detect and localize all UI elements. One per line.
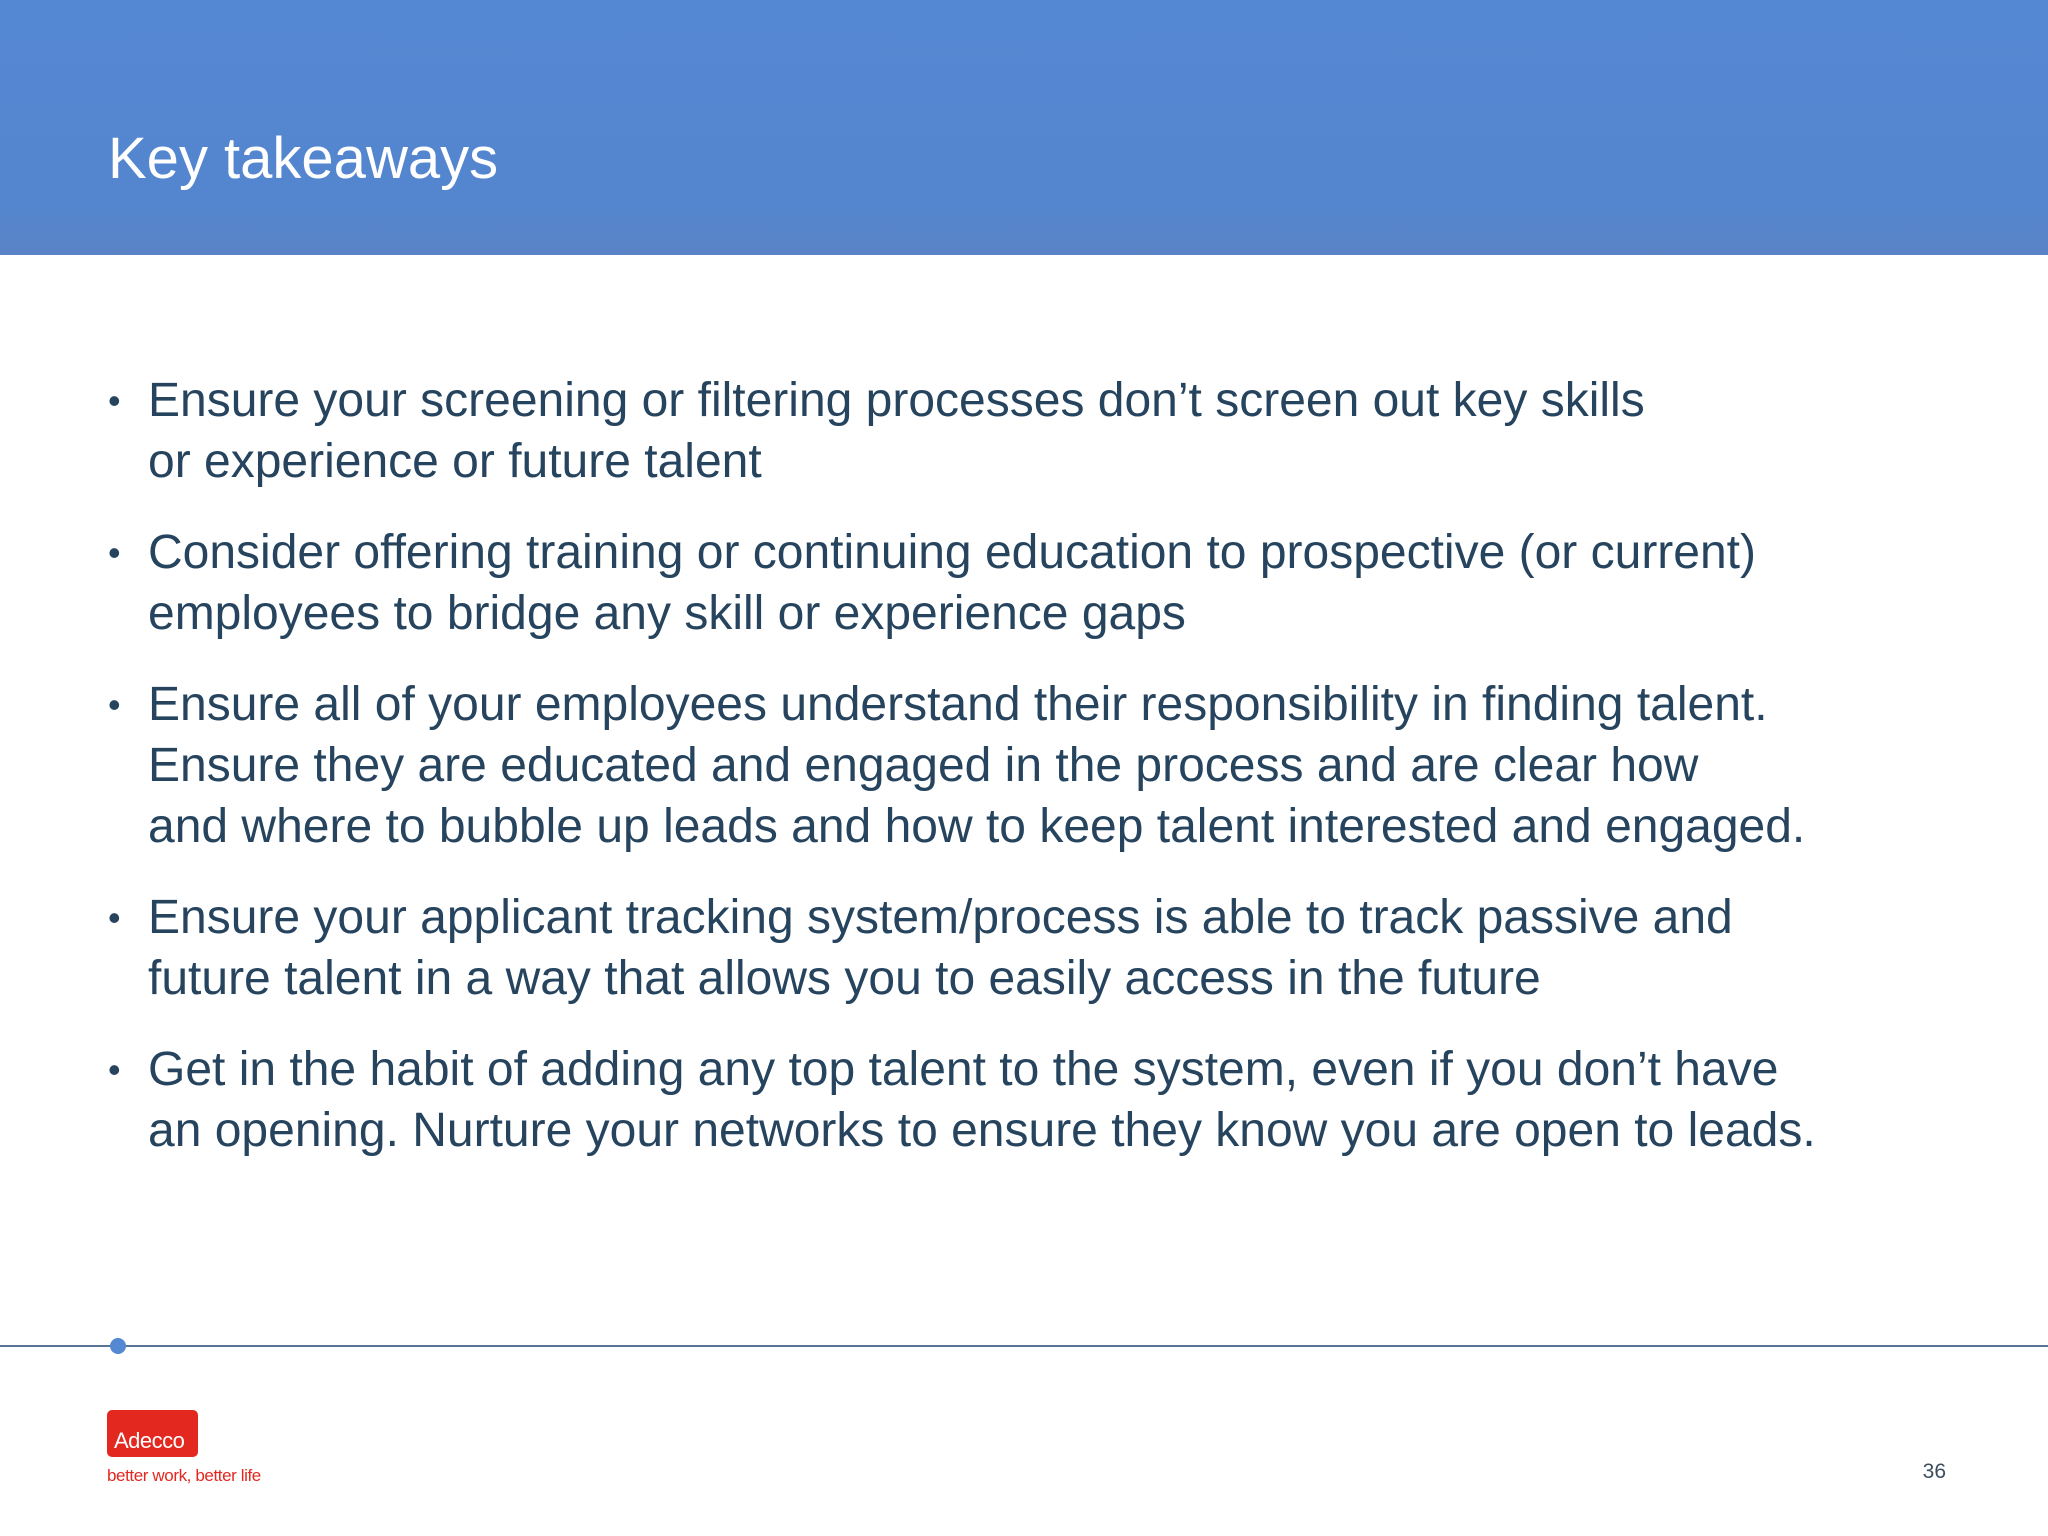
bullet-line: Ensure your screening or filtering processes don’t screen out key skills [148,374,1645,427]
bullet-line: Ensure they are educated and engaged in the process and are clear how [148,739,1699,792]
bullet-list [108,370,2008,1191]
bullet-item [108,522,2008,644]
footer-divider [0,1345,2048,1347]
page-number: 36 [1922,1460,1946,1483]
bullet-line: an opening. Nurture your networks to ensure they know you are open to leads. [148,1104,1816,1157]
adecco-logo [107,1410,198,1457]
bullet-dot: • [108,684,121,725]
bullet-dot: • [108,532,121,573]
footer-divider-node [110,1338,126,1354]
bullet-line: or experience or future talent [148,435,762,488]
bullet-item [108,887,2008,1009]
bullet-item [108,1039,2008,1161]
bullet-dot: • [108,380,121,421]
bullet-line: Get in the habit of adding any top talent to the system, even if you don’t have [148,1043,1779,1096]
bullet-line: Consider offering training or continuing education to prospective (or current) [148,526,1756,579]
bullet-line: Ensure your applicant tracking system/process is able to track passive and [148,891,1733,944]
bullet-item [108,370,2008,492]
logo-wordmark: Adecco [114,1428,185,1453]
bullet-line: future talent in a way that allows you to easily access in the future [148,952,1541,1005]
slide-title: Key takeaways [108,126,499,191]
bullet-item [108,674,2008,857]
bullet-line: and where to bubble up leads and how to keep talent interested and engaged. [148,800,1806,853]
bullet-dot: • [108,897,121,938]
bullet-line: Ensure all of your employees understand their responsibility in finding talent. [148,678,1768,731]
bullet-line: employees to bridge any skill or experience gaps [148,587,1186,640]
logo-tagline: better work, better life [107,1466,261,1485]
bullet-dot: • [108,1049,121,1090]
